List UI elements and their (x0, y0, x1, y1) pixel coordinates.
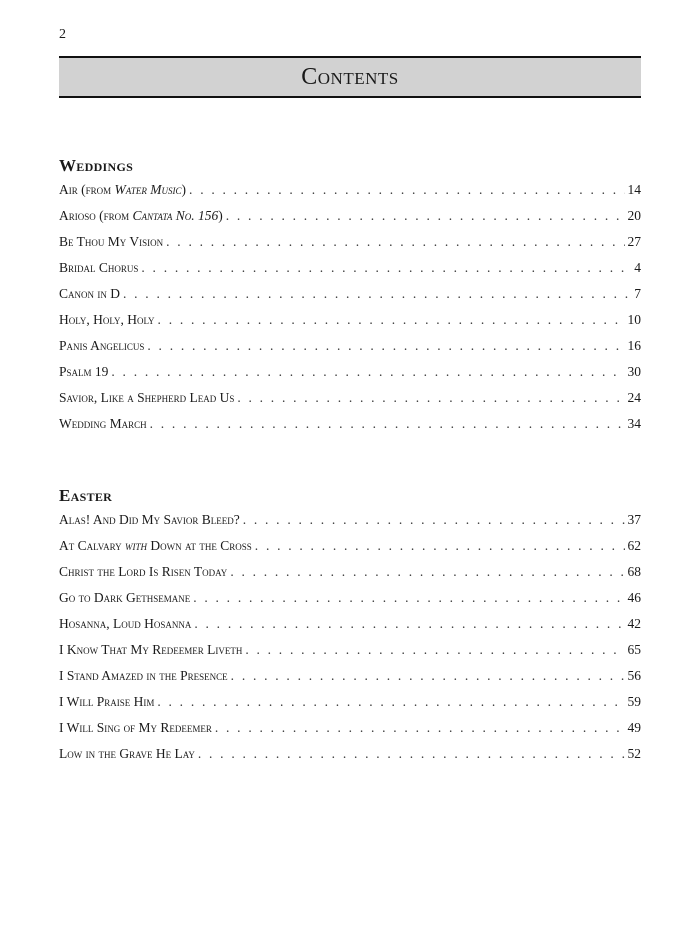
entry-title: I Will Praise Him (59, 694, 155, 709)
entry-title: Be Thou My Vision (59, 234, 164, 249)
dot-leader (157, 694, 624, 710)
toc-entry[interactable] (59, 364, 641, 390)
toc-entry[interactable] (59, 564, 641, 590)
entry-page: 46 (627, 590, 641, 605)
entry-title: I Know That My Redeemer Liveth (59, 642, 243, 657)
entry-title: At Calvary with Down at the Cross (59, 538, 252, 553)
toc-entry[interactable] (59, 616, 641, 642)
entry-title: Holy, Holy, Holy (59, 312, 155, 327)
entry-page: 56 (627, 668, 641, 683)
toc-entry[interactable] (59, 512, 641, 538)
toc-entry[interactable] (59, 538, 641, 564)
entry-title: Wedding March (59, 416, 147, 431)
page-title: Contents (301, 63, 399, 90)
entry-title: Bridal Chorus (59, 260, 139, 275)
entry-page: 49 (627, 720, 641, 735)
dot-leader (226, 208, 625, 224)
toc-entry[interactable] (59, 720, 641, 746)
entry-title: Savior, Like a Shepherd Lead Us (59, 390, 235, 405)
entry-page: 62 (627, 538, 641, 553)
dot-leader (193, 590, 624, 606)
entry-page: 37 (627, 512, 641, 527)
dot-leader (198, 746, 625, 762)
dot-leader (255, 538, 625, 554)
dot-leader (194, 616, 624, 632)
entry-title: I Will Sing of My Redeemer (59, 720, 212, 735)
toc-entry[interactable] (59, 668, 641, 694)
dot-leader (158, 312, 625, 328)
entry-title: Low in the Grave He Lay (59, 746, 195, 761)
entry-page: 52 (627, 746, 641, 761)
dot-leader (237, 390, 624, 406)
entry-title: Hosanna, Loud Hosanna (59, 616, 192, 631)
toc-entry[interactable] (59, 416, 641, 442)
entry-page: 27 (627, 234, 641, 249)
entry-page: 34 (627, 416, 641, 431)
toc-entry[interactable] (59, 642, 641, 668)
toc-entry[interactable] (59, 208, 641, 234)
section-heading: Weddings (59, 156, 134, 175)
toc-list (59, 512, 641, 772)
dot-leader (215, 720, 625, 736)
dot-leader (189, 182, 624, 198)
entry-page: 59 (627, 694, 641, 709)
entry-page: 14 (627, 182, 641, 197)
toc-entry[interactable] (59, 590, 641, 616)
page-number: 2 (59, 27, 66, 42)
dot-leader (166, 234, 624, 250)
dot-leader (243, 512, 625, 528)
dot-leader (230, 564, 624, 580)
toc-entry[interactable] (59, 234, 641, 260)
section-weddings (59, 156, 641, 442)
toc-entry[interactable] (59, 338, 641, 364)
toc-list (59, 182, 641, 442)
section-easter (59, 486, 641, 772)
dot-leader (147, 338, 624, 354)
section-heading: Easter (59, 486, 113, 505)
entry-title: Air (from Water Music) (59, 182, 187, 197)
toc-entry[interactable] (59, 390, 641, 416)
entry-page: 7 (634, 286, 641, 301)
entry-page: 65 (627, 642, 641, 657)
entry-title: I Stand Amazed in the Presence (59, 668, 228, 683)
entry-title: Go to Dark Gethsemane (59, 590, 191, 605)
dot-leader (123, 286, 631, 302)
entry-title: Canon in D (59, 286, 120, 301)
entry-page: 68 (627, 564, 641, 579)
entry-page: 10 (627, 312, 641, 327)
dot-leader (111, 364, 624, 380)
toc-entry[interactable] (59, 182, 641, 208)
contents-title-band (59, 56, 641, 98)
dot-leader (231, 668, 625, 684)
toc-entry[interactable] (59, 746, 641, 772)
entry-page: 20 (627, 208, 641, 223)
entry-page: 24 (627, 390, 641, 405)
dot-leader (245, 642, 624, 658)
dot-leader (141, 260, 631, 276)
dot-leader (150, 416, 625, 432)
entry-title: Arioso (from Cantata No. 156) (59, 208, 223, 223)
entry-page: 42 (627, 616, 641, 631)
entry-title: Psalm 19 (59, 364, 109, 379)
entry-title: Christ the Lord Is Risen Today (59, 564, 228, 579)
entry-title: Alas! And Did My Savior Bleed? (59, 512, 240, 527)
entry-page: 30 (627, 364, 641, 379)
toc-entry[interactable] (59, 694, 641, 720)
toc-entry[interactable] (59, 260, 641, 286)
toc-entry[interactable] (59, 312, 641, 338)
toc-entry[interactable] (59, 286, 641, 312)
entry-page: 16 (627, 338, 641, 353)
entry-title: Panis Angelicus (59, 338, 145, 353)
entry-page: 4 (634, 260, 641, 275)
